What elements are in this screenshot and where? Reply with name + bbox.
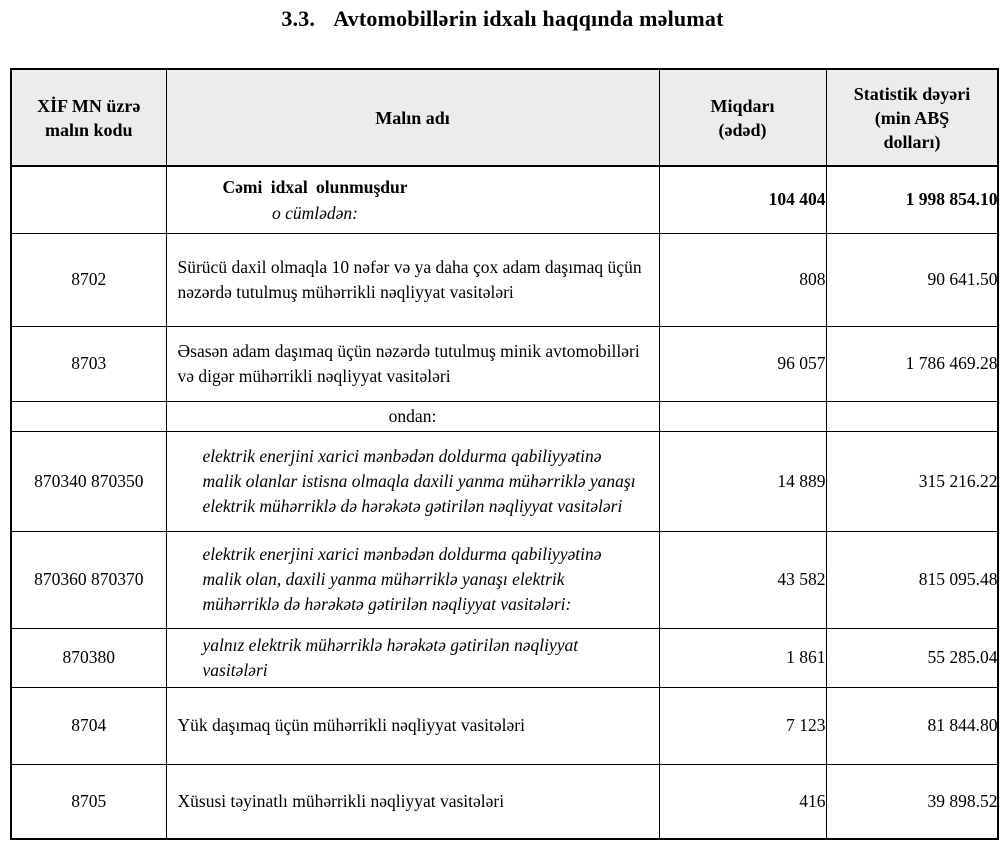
section-number: 3.3. [281,6,316,31]
row-name-cell [166,687,659,764]
header-statistical-value-line1: Statistik dəyəri [853,83,971,104]
total-sublabel: o cümlədən: [271,202,358,223]
table-row [11,431,998,531]
row-name-cell [166,628,659,687]
header-product-code-line1: XİF MN üzrə [37,95,141,116]
row-value: 315 216.22 [826,431,998,531]
row-quantity: 14 889 [659,431,826,531]
row-value: 815 095.48 [826,531,998,628]
row-value: 81 844.80 [826,687,998,764]
header-quantity [659,69,826,166]
row-value: 55 285.04 [826,628,998,687]
total-quantity: 104 404 [659,166,826,233]
header-product-code [11,69,166,166]
row-code: 870380 [11,628,166,687]
page-title [0,6,1005,32]
total-name-cell [166,166,659,233]
row-value: 39 898.52 [826,764,998,839]
section-title-text: Avtomobillərin idxalı haqqında məlumat [333,6,724,31]
section-label: ondan: [166,401,659,431]
header-product-code-line2: malın kodu [44,119,133,140]
table-row [11,687,998,764]
import-statistics-table [10,68,999,840]
row-quantity: 808 [659,233,826,326]
section-code-cell-empty [11,401,166,431]
row-code: 870360 870370 [11,531,166,628]
row-name: Əsasən adam daşımaq üçün nəzərdə tutulmuş minik avtomobilləri və digər mühərrikli nəqliyyat vasitələri [177,340,640,386]
total-name-block [223,174,408,226]
total-value: 1 998 854.10 [826,166,998,233]
table-row-section [11,401,998,431]
total-code-cell-empty [11,166,166,233]
row-code: 8704 [11,687,166,764]
row-name: elektrik enerjini xarici mənbədən doldurma qabiliyyətinə malik olanlar istisna olmaqla daxili yanma mühərriklə yanaşı elektrik mühərriklə də hərəkətə gətirilən nəqliyyat vasitələri [202,445,636,516]
table-row [11,326,998,401]
row-quantity: 96 057 [659,326,826,401]
row-name-cell [166,531,659,628]
row-name-cell [166,326,659,401]
row-name: Xüsusi təyinatlı mühərrikli nəqliyyat vasitələri [177,790,505,811]
total-label: Cəmi idxal olunmuşdur [222,176,408,197]
row-quantity: 7 123 [659,687,826,764]
table-row-total [11,166,998,233]
row-name: Yük daşımaq üçün mühərrikli nəqliyyat vasitələri [177,715,525,735]
table-header-row [11,69,998,166]
table-row [11,764,998,839]
table-row [11,628,998,687]
header-quantity-line1: Miqdarı [710,95,775,116]
header-statistical-value-line2: (min ABŞ [874,107,950,128]
header-statistical-value [826,69,998,166]
row-code: 8703 [11,326,166,401]
row-name: Sürücü daxil olmaqla 10 nəfər və ya daha çox adam daşımaq üçün nəzərdə tutulmuş mühərrikli nəqliyyat vasitələri [177,256,642,302]
section-quantity-cell-empty [659,401,826,431]
row-quantity: 416 [659,764,826,839]
header-quantity-line2: (ədəd) [718,119,767,140]
row-name: yalnız elektrik mühərriklə hərəkətə gətirilən nəqliyyat vasitələri [202,634,579,680]
header-product-name [166,69,659,166]
row-code: 8702 [11,233,166,326]
row-name: elektrik enerjini xarici mənbədən doldurma qabiliyyətinə malik olan, daxili yanma mühərriklə yanaşı elektrik mühərriklə də hərəkətə gətirilən nəqliyyat vasitələri: [202,544,602,614]
row-name-cell [166,764,659,839]
row-name-cell [166,431,659,531]
header-statistical-value-line3: dolları) [883,131,941,152]
section-value-cell-empty [826,401,998,431]
header-product-name-line1: Malın adı [375,107,450,128]
row-value: 90 641.50 [826,233,998,326]
row-quantity: 43 582 [659,531,826,628]
row-name-cell [166,233,659,326]
row-quantity: 1 861 [659,628,826,687]
row-code: 8705 [11,764,166,839]
row-code: 870340 870350 [11,431,166,531]
table-row [11,233,998,326]
row-value: 1 786 469.28 [826,326,998,401]
table-row [11,531,998,628]
